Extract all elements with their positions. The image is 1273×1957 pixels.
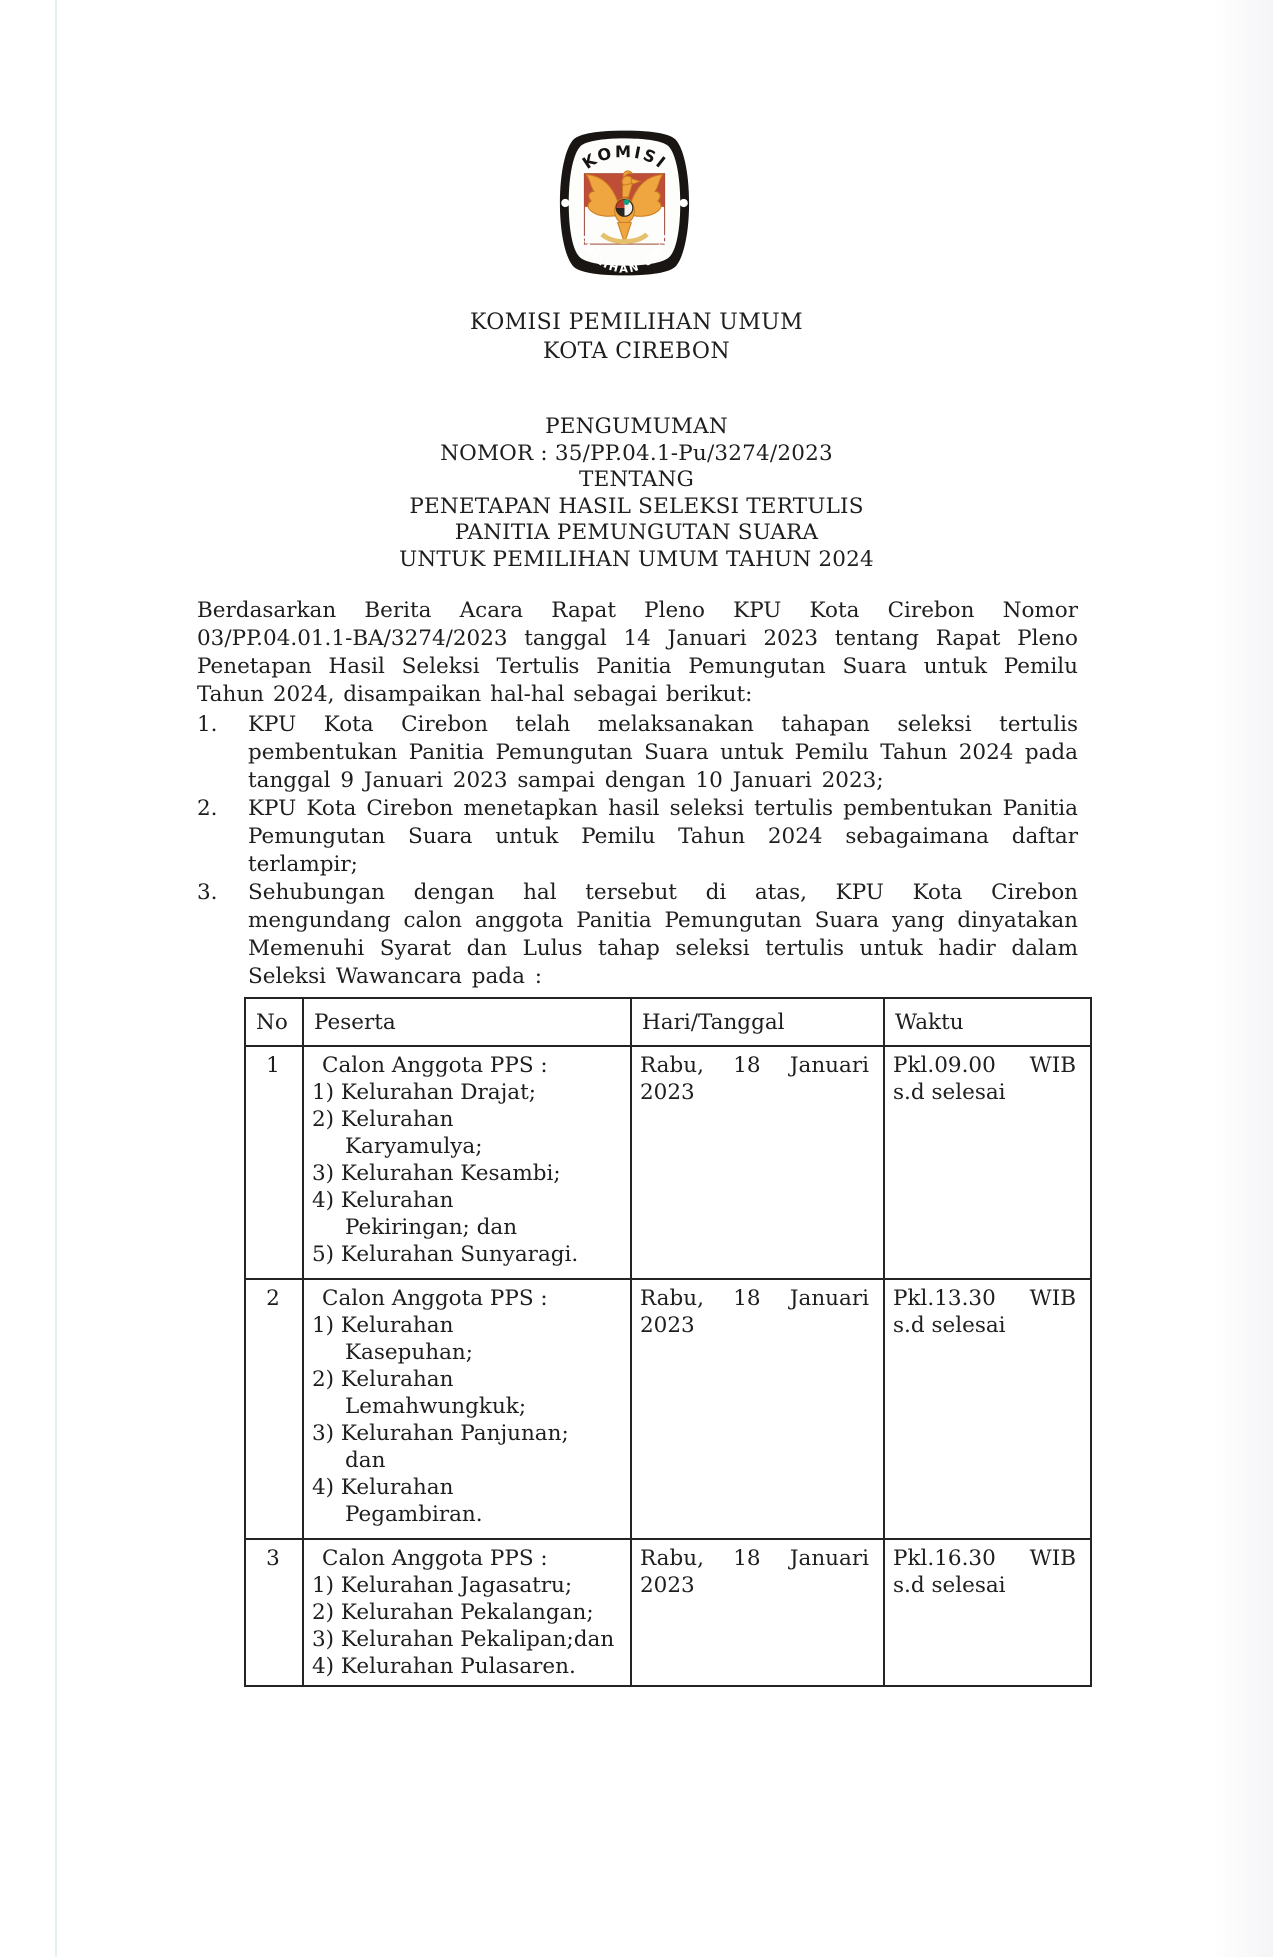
- cell-waktu: Pkl.09.00 WIB s.d selesai: [884, 1046, 1091, 1279]
- cell-no: 1: [245, 1046, 303, 1279]
- table-row: [245, 1046, 1091, 1279]
- schedule-table: [244, 997, 1092, 1687]
- title-line-4: PENETAPAN HASIL SELEKSI TERTULIS: [409, 493, 864, 519]
- table-row: [245, 1279, 1091, 1539]
- list-item-number: 2.: [197, 796, 218, 821]
- scan-shadow-artifact: [1213, 0, 1273, 1957]
- title-tentang: TENTANG: [579, 467, 694, 492]
- document-body: [197, 597, 1078, 1687]
- cell-hari-tanggal: Rabu, 18 Januari 2023: [631, 1046, 884, 1279]
- org-header: [0, 308, 1273, 366]
- header-waktu: Waktu: [884, 998, 1091, 1046]
- garuda-shield-icon: [616, 199, 633, 216]
- org-name: KOMISI PEMILIHAN UMUM: [469, 310, 804, 335]
- header-peserta: Peserta: [303, 998, 631, 1046]
- title-line-6: UNTUK PEMILIHAN UMUM TAHUN 2024: [399, 546, 874, 572]
- cell-waktu: Pkl.16.30 WIB s.d selesai: [884, 1539, 1091, 1686]
- table-row: [245, 1539, 1091, 1686]
- org-city: KOTA CIREBON: [542, 339, 731, 364]
- list-item-text: KPU Kota Cirebon telah melaksanakan tahapan seleksi tertulis pembentukan Panitia Pemungutan Suara untuk Pemilu Tahun 2024 pada tanggal 9 Januari 2023 sampai dengan 10 Januari 2023;: [248, 712, 1078, 793]
- list-item-text: KPU Kota Cirebon menetapkan hasil seleksi tertulis pembentukan Panitia Pemungutan Suara untuk Pemilu Tahun 2024 sebagaimana daftar terlampir;: [248, 796, 1078, 877]
- list-item-text: Sehubungan dengan hal tersebut di atas, KPU Kota Cirebon mengundang calon anggota Panitia Pemungutan Suara yang dinyatakan Memenuhi Syarat dan Lulus tahap seleksi tertulis untuk hadir dalam Seleksi Wawancara pada :: [248, 880, 1078, 989]
- logo-left-dot: [561, 199, 569, 207]
- intro-paragraph: Berdasarkan Berita Acara Rapat Pleno KPU Kota Cirebon Nomor 03/PP.04.01.1-BA/3274/2023 tanggal 14 Januari 2023 tentang Rapat Pleno Penetapan Hasil Seleksi Tertulis Panitia Pemungutan Suara untuk Pemilu Tahun 2024, disampaikan hal-hal sebagai berikut:: [197, 598, 1078, 707]
- kpu-logo: [556, 127, 693, 279]
- title-line-5: PANITIA PEMUNGUTAN SUARA: [454, 520, 819, 545]
- kpu-logo-icon: [556, 127, 693, 279]
- numbered-list: [197, 711, 1078, 991]
- list-item-number: 3.: [197, 880, 218, 905]
- header-no: No: [245, 998, 303, 1046]
- title-nomor: NOMOR : 35/PP.04.1-Pu/3274/2023: [440, 440, 833, 466]
- title-pengumuman: PENGUMUMAN: [545, 414, 728, 439]
- table-header-row: [245, 998, 1091, 1046]
- cell-peserta: Calon Anggota PPS : 1) Kelurahan Kasepuhan; 2) Kelurahan Lemahwungkuk; 3) Kelurahan Panjunan; dan 4) Kelurahan Pegambiran.: [303, 1279, 631, 1539]
- cell-no: 3: [245, 1539, 303, 1686]
- list-item: [197, 879, 1078, 991]
- list-item: [197, 711, 1078, 795]
- cell-peserta: Calon Anggota PPS : 1) Kelurahan Jagasatru; 2) Kelurahan Pekalangan; 3) Kelurahan Pekalipan;dan 4) Kelurahan Pulasaren.: [303, 1539, 631, 1686]
- cell-hari-tanggal: Rabu, 18 Januari 2023: [631, 1279, 884, 1539]
- cell-waktu: Pkl.13.30 WIB s.d selesai: [884, 1279, 1091, 1539]
- cell-no: 2: [245, 1279, 303, 1539]
- header-hari-tanggal: Hari/Tanggal: [631, 998, 884, 1046]
- cell-hari-tanggal: Rabu, 18 Januari 2023: [631, 1539, 884, 1686]
- cell-peserta: Calon Anggota PPS : 1) Kelurahan Drajat; 2) Kelurahan Karyamulya; 3) Kelurahan Kesambi; 4) Kelurahan Pekiringan; dan 5) Kelurahan Sunyaragi.: [303, 1046, 631, 1279]
- list-item-number: 1.: [197, 712, 218, 737]
- scan-edge-artifact: [55, 0, 57, 1957]
- logo-top-text: KOMISI: [578, 142, 671, 174]
- logo-bottom-text: PEMILIHAN UMUM: [570, 225, 679, 276]
- document-title-block: [0, 414, 1273, 573]
- list-item: [197, 795, 1078, 879]
- logo-right-dot: [680, 199, 688, 207]
